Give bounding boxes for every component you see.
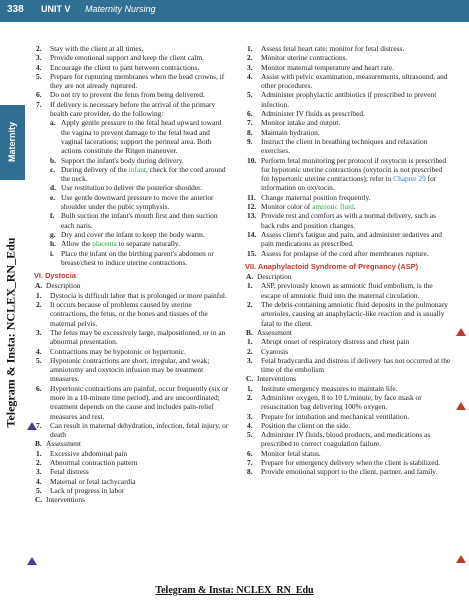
list-item <box>34 356 230 384</box>
item-text: Provide emotional support to the client, partner, and family. <box>261 467 438 477</box>
item-number: 7. <box>36 99 42 109</box>
list-item <box>34 72 230 91</box>
right-description-list <box>245 281 451 327</box>
list-item <box>34 449 230 458</box>
item-text: Maintain hydration. <box>261 127 320 137</box>
list-item <box>245 53 451 62</box>
item-text: Place the infant on the birthing parent's abdomen or breast/chest to induce uterine contractions. <box>61 248 214 267</box>
item-number: 2. <box>247 300 253 310</box>
list-item <box>34 156 230 165</box>
left-sublist <box>34 118 230 267</box>
item-text: Contractions may be hypotonic or hypertonic. <box>50 346 186 356</box>
list-item <box>34 347 230 356</box>
list-item <box>245 458 451 467</box>
item-text: Apply gentle pressure to the fetal head upward toward the vagina to prevent damage to the fetal head and vaginal lacerations; support the perineal area. Both actions constitute the Ritgen maneuver. <box>61 118 222 156</box>
item-text: Monitor fetal status. <box>261 448 321 458</box>
item-text: Monitor maternal temperature and heart rate. <box>261 62 394 72</box>
item-number: 10. <box>247 155 257 165</box>
item-text-cont: to separate naturally. <box>116 239 180 249</box>
item-number: i. <box>50 248 54 258</box>
item-text: Monitor color of <box>261 202 313 212</box>
highlighted-term: infant <box>128 164 146 174</box>
list-item <box>245 430 451 449</box>
item-text: Administer prophylactic antibiotics if prescribed to prevent infection. <box>261 90 437 109</box>
list-item <box>245 356 451 375</box>
priority-marker-icon <box>27 557 37 565</box>
list-item <box>34 300 230 328</box>
item-number: 12. <box>247 202 257 212</box>
item-text: Stay with the client at all times. <box>50 44 144 53</box>
item-text-cont: for information on oxytocin. <box>261 174 437 193</box>
item-text: Position the client on the side. <box>261 420 351 430</box>
list-item <box>34 230 230 239</box>
list-item <box>34 384 230 421</box>
section-heading <box>34 439 230 448</box>
right-column <box>245 44 451 477</box>
item-number: 5. <box>36 355 42 365</box>
item-text: Instruct the client in breathing techniques and relaxation exercises. <box>261 136 428 156</box>
item-number: 5. <box>36 71 42 81</box>
item-text: Use gentle downward pressure to move the anterior shoulder under the pubic symphysis. <box>61 192 214 212</box>
list-item <box>245 118 451 127</box>
item-text: Administer oxygen, 8 to 10 L/minute, by face mask or resuscitation bag delivering 100% oxygen. <box>261 392 422 412</box>
highlighted-term: amniotic fluid <box>312 202 354 212</box>
list-item <box>245 230 451 249</box>
item-number: a. <box>50 118 56 128</box>
item-text: Fetal distress <box>50 467 89 477</box>
item-number: 2. <box>247 53 253 63</box>
priority-marker-icon <box>456 555 466 563</box>
item-number: g. <box>50 229 56 239</box>
item-text: Perform fetal monitoring per protocol if oxytocin is prescribed for hypotonic uterine contractions (oxytocin is not prescribed for hypertonic uterine contractions); refer to <box>261 155 447 184</box>
list-item <box>34 477 230 486</box>
list-item <box>34 44 230 53</box>
priority-marker-icon <box>456 328 466 336</box>
item-text: Bulb suction the infant's mouth first and then suction each naris. <box>61 211 218 230</box>
item-text: Do not try to prevent the fetus from being delivered. <box>50 90 205 100</box>
item-number: d. <box>50 183 56 193</box>
list-item <box>34 165 230 184</box>
list-item <box>245 72 451 91</box>
item-number: 7. <box>247 118 253 128</box>
item-text: Lack of progress in labor <box>50 485 125 495</box>
section-title-dystocia: VI. Dystocia <box>34 271 76 281</box>
item-number: 5. <box>247 90 253 100</box>
item-number: 4. <box>36 476 42 486</box>
list-item <box>34 90 230 99</box>
item-text: Dry and cover the infant to keep the body warm. <box>61 229 205 239</box>
list-item <box>245 63 451 72</box>
list-item <box>34 421 230 440</box>
list-item <box>245 421 451 430</box>
item-number: 6. <box>36 90 42 100</box>
item-number: 1. <box>247 281 253 291</box>
item-number: 3. <box>247 355 253 365</box>
item-text-cont: , check for the cord around the neck. <box>61 164 226 184</box>
list-item <box>245 156 451 193</box>
section-letter: C. <box>246 374 254 384</box>
section-letter: B. <box>246 327 253 337</box>
list-item <box>245 300 451 328</box>
page-number: 338 <box>7 4 24 15</box>
list-item <box>34 291 230 300</box>
list-item <box>34 239 230 248</box>
item-text: Abrupt onset of respiratory distress and chest pain <box>261 337 410 347</box>
item-number: 1. <box>247 383 253 393</box>
item-text: Support the infant's body during delivery. <box>61 155 184 165</box>
item-text: Assist with pelvic examination, measurements, ultrasound, and other procedures. <box>261 71 448 91</box>
section-heading-text: Description <box>46 281 81 291</box>
item-number: 4. <box>36 62 42 72</box>
left-column <box>34 44 230 505</box>
item-text: Provide rest and comfort as with a normal delivery, such as back rubs and position changes. <box>261 211 437 230</box>
section-heading-text: Assessment <box>257 327 292 337</box>
item-number: 7. <box>247 458 253 468</box>
section-heading-text: Assessment <box>46 439 81 449</box>
priority-marker-icon <box>27 422 37 430</box>
list-item <box>245 211 451 230</box>
item-number: 4. <box>247 420 253 430</box>
item-number: 2. <box>36 300 42 310</box>
item-number: 5. <box>247 430 253 440</box>
list-item <box>34 328 230 347</box>
item-number: 2. <box>247 346 253 356</box>
left-assessment-list <box>34 449 230 495</box>
item-number: 15. <box>247 248 257 258</box>
list-item <box>34 183 230 192</box>
item-number: 13. <box>247 211 257 221</box>
list-item <box>245 128 451 137</box>
list-item <box>34 118 230 155</box>
list-item <box>245 393 451 412</box>
right-list-top <box>245 44 451 258</box>
section-heading <box>245 328 451 337</box>
left-list-top <box>34 44 230 118</box>
vertical-watermark: Telegram & Insta: NCLEX_RN_Edu <box>3 237 18 428</box>
item-number: 1. <box>36 448 42 458</box>
item-number: c. <box>50 164 56 174</box>
item-text: Encourage the client to pant between contractions. <box>50 62 200 72</box>
list-item <box>245 90 451 109</box>
item-text: Administer IV fluids, blood products, and medications as prescribed to correct coagulation failure. <box>261 430 431 449</box>
list-item <box>245 202 451 211</box>
list-item <box>245 137 451 156</box>
item-text: Abnormal contraction pattern <box>50 458 138 468</box>
list-item <box>245 384 451 393</box>
list-item <box>34 467 230 476</box>
section-letter: B. <box>35 439 42 449</box>
list-item <box>34 458 230 467</box>
item-number: b. <box>50 155 56 165</box>
list-item <box>34 486 230 495</box>
side-tab-label: Maternity <box>7 122 17 163</box>
list-item <box>34 211 230 230</box>
bottom-watermark: Telegram & Insta: NCLEX_RN_Edu <box>155 585 314 596</box>
item-text: Assess fetal heart rate; monitor for fetal distress. <box>261 44 405 53</box>
section-heading-text: Description <box>257 272 292 282</box>
item-number: 3. <box>36 327 42 337</box>
item-text: The fetus may be excessively large, malpositioned, or in an abnormal presentation. <box>50 327 226 347</box>
item-text: Use restitution to deliver the posterior shoulder. <box>61 183 203 193</box>
item-number: e. <box>50 192 56 202</box>
list-item <box>245 412 451 421</box>
item-number: 5. <box>36 485 42 495</box>
item-text: Allow the <box>61 239 93 249</box>
item-text: Maternal or fetal tachycardia <box>50 476 136 486</box>
section-heading <box>245 272 451 281</box>
item-text: Institute emergency measures to maintain life. <box>261 383 398 393</box>
list-item <box>34 53 230 62</box>
item-text: Hypotonic contractions are short, irregular, and weak; amniotomy and oxytocin infusion may be treatment measures. <box>50 355 210 384</box>
list-item <box>245 193 451 202</box>
list-item <box>245 281 451 300</box>
section-heading-text: Interventions <box>46 495 85 505</box>
item-text: If delivery is necessary before the arrival of the primary health care provider, do the following: <box>50 99 216 119</box>
item-number: 2. <box>247 392 253 402</box>
section-heading <box>34 495 230 504</box>
item-text: The debris-containing amniotic fluid deposits in the pulmonary arterioles, causing an anaphylactic-like reaction and is usually fatal to the client. <box>261 300 448 328</box>
item-text: Assess client's fatigue and pain, and administer sedatives and pain medications as prescribed. <box>261 229 442 249</box>
item-number: 7. <box>36 420 42 430</box>
item-text: ASP, previously known as amniotic fluid embolism, is the escape of amniotic fluid into the maternal circulation. <box>261 281 433 300</box>
item-number: 9. <box>247 136 253 146</box>
section-letter: A. <box>35 281 43 291</box>
item-number: 2. <box>36 458 42 468</box>
item-text: Dystocia is difficult labor that is prolonged or more painful. <box>50 290 227 300</box>
item-number: 1. <box>247 337 253 347</box>
unit-label: UNIT V <box>41 4 71 14</box>
item-number: h. <box>50 239 56 249</box>
list-item <box>34 100 230 119</box>
item-number: 3. <box>36 53 42 63</box>
item-number: 6. <box>247 448 253 458</box>
list-item <box>245 109 451 118</box>
list-item <box>34 63 230 72</box>
item-number: 1. <box>36 290 42 300</box>
item-text: Monitor uterine contractions. <box>261 53 348 63</box>
list-item <box>34 249 230 268</box>
item-number: 8. <box>247 467 253 477</box>
item-text: Prepare for emergency delivery when the client is stabilized. <box>261 458 441 468</box>
list-item <box>245 449 451 458</box>
item-number: 11. <box>247 192 256 202</box>
list-item <box>245 249 451 258</box>
item-number: 3. <box>36 467 42 477</box>
item-text: During delivery of the <box>61 164 129 174</box>
item-text: Hypertonic contractions are painful, occur frequently (six or more in a 10-minute time period), and are uncoordinated; treatment depends on the cause and includes pain-relief measures and rest. <box>50 383 229 421</box>
list-item <box>245 467 451 476</box>
item-number: 4. <box>36 346 42 356</box>
section-heading <box>34 281 230 290</box>
section-letter: A. <box>246 272 254 282</box>
item-number: 3. <box>247 411 253 421</box>
page-header <box>0 0 469 22</box>
item-text: Prepare for rupturing membranes when the head crowns, if they are not already ruptured. <box>50 71 225 91</box>
item-number: 14. <box>247 229 257 239</box>
side-tab <box>0 105 25 180</box>
item-text-cont: . <box>353 202 356 212</box>
item-text: Change maternal position frequently. <box>261 192 371 202</box>
item-text: Cyanosis <box>261 346 289 356</box>
item-number: 1. <box>247 44 253 53</box>
item-text: Can result in maternal dehydration, infection, fetal injury, or death <box>50 420 229 440</box>
right-interventions-list <box>245 384 451 477</box>
list-item <box>245 337 451 346</box>
section-heading-text: Interventions <box>257 374 296 384</box>
item-text: Prepare for intubation and mechanical ventilation. <box>261 411 410 421</box>
book-title: Maternity Nursing <box>85 4 156 14</box>
item-text: Monitor intake and output. <box>261 118 341 128</box>
item-number: 2. <box>36 44 42 53</box>
right-assessment-list <box>245 337 451 374</box>
item-text: Excessive abdominal pain <box>50 448 128 458</box>
section-heading <box>245 374 451 383</box>
left-description-list <box>34 291 230 440</box>
item-text: Administer IV fluids as prescribed. <box>261 109 365 119</box>
chapter-link[interactable]: Chapter 29 <box>393 174 426 184</box>
item-number: 4. <box>247 71 253 81</box>
item-number: 6. <box>36 383 42 393</box>
item-number: 8. <box>247 127 253 137</box>
item-text: Fetal bradycardia and distress if delivery has not occurred at the time of the embolism <box>261 355 451 375</box>
priority-marker-icon <box>456 402 466 410</box>
item-text: Provide emotional support and keep the client calm. <box>50 53 204 63</box>
highlighted-term: placenta <box>92 239 117 249</box>
list-item <box>34 193 230 212</box>
item-number: f. <box>50 211 55 221</box>
list-item <box>245 44 451 53</box>
item-text: It occurs because of problems caused by uterine contractions, the fetus, or the bones and tissues of the maternal pelvis. <box>50 300 208 328</box>
item-number: 3. <box>247 62 253 72</box>
section-letter: C. <box>35 495 43 505</box>
list-item <box>245 347 451 356</box>
section-title-asp: VII. Anaphylactoid Syndrome of Pregnancy (ASP) <box>245 261 419 271</box>
item-number: 6. <box>247 109 253 119</box>
item-text: Assess for prolapse of the cord after membranes rupture. <box>261 248 429 258</box>
